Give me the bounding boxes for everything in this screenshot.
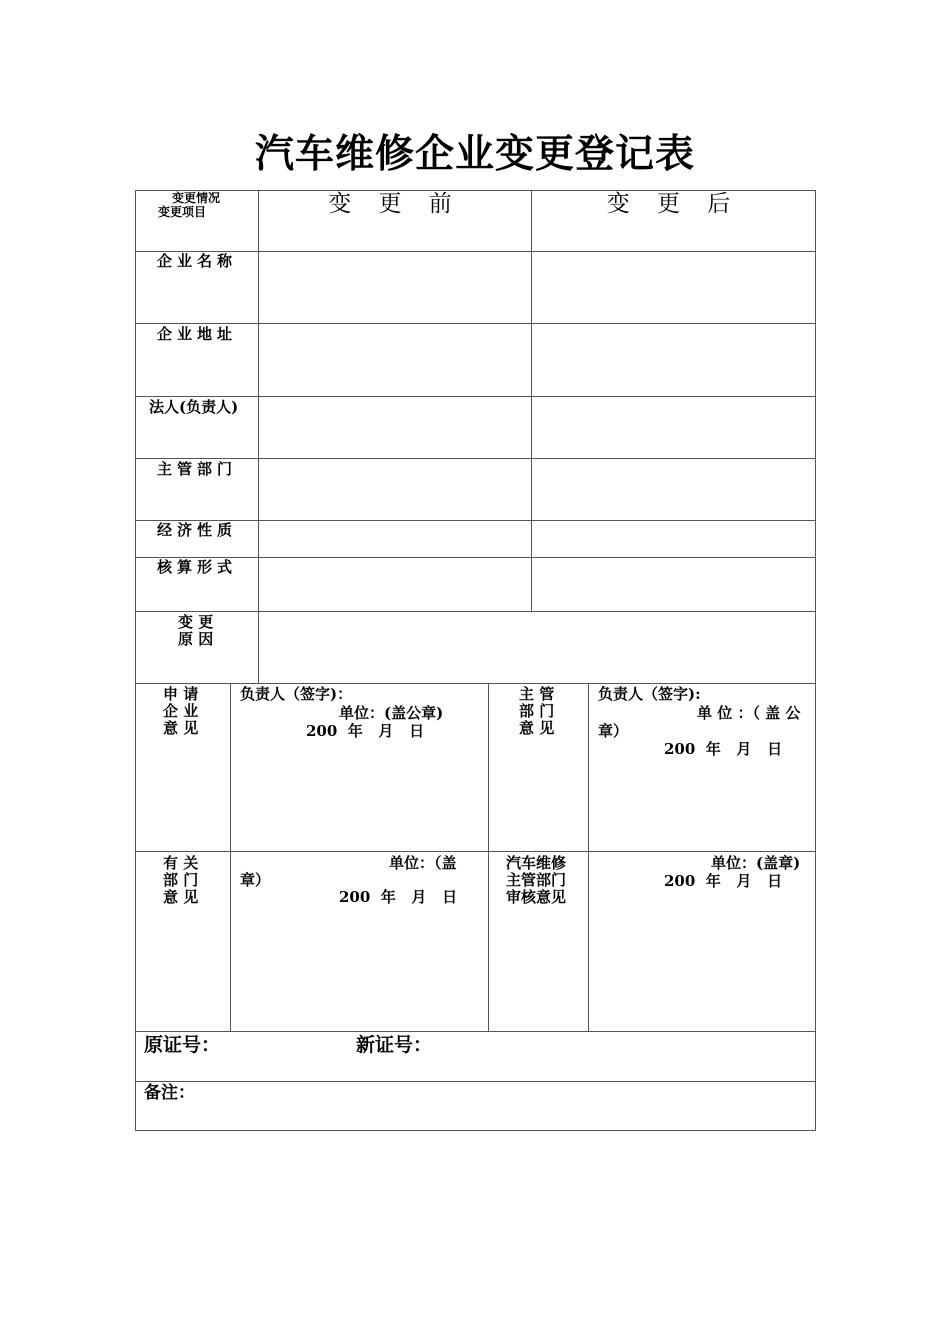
apply-unit-seal: 单位：(盖公章) <box>339 704 444 722</box>
table-border-right <box>815 190 816 1131</box>
table-border-bottom <box>135 1130 816 1131</box>
corner-label-top: 变更情况 <box>172 191 221 205</box>
new-cert-number-label: 新证号： <box>356 1034 433 1056</box>
old-cert-number-label: 原证号： <box>144 1034 221 1056</box>
auto-authority-label-3: 审核意见 <box>506 888 567 906</box>
row-line <box>135 323 816 324</box>
mgmt-opinion-label-2: 部 门 <box>519 702 555 720</box>
column-header-after: 变 更 后 <box>606 191 741 217</box>
auto-authority-unit-seal: 单位：(盖章) <box>711 854 801 872</box>
col-line <box>258 190 259 684</box>
row-line <box>135 396 816 397</box>
row-label-supervising-dept: 主管部门 <box>157 460 238 478</box>
mgmt-signature: 负责人（签字): <box>598 685 701 703</box>
col-line <box>588 683 589 1032</box>
related-unit-seal-cont: 章） <box>240 871 271 889</box>
row-label-legal-person: 法人(负责人) <box>149 398 239 416</box>
related-date: 200 年 月 日 <box>339 888 458 906</box>
related-opinion-label-1: 有 关 <box>163 854 199 872</box>
row-line <box>135 557 816 558</box>
column-header-before: 变 更 前 <box>328 191 462 217</box>
row-line <box>135 1031 816 1032</box>
mgmt-date: 200 年 月 日 <box>664 740 783 758</box>
row-label-enterprise-name: 企业名称 <box>157 252 238 270</box>
apply-opinion-label-2: 企 业 <box>163 702 199 720</box>
mgmt-unit-seal-cont: 章） <box>598 722 629 740</box>
auto-authority-label-1: 汽车维修 <box>506 854 567 872</box>
table-border-left <box>135 190 136 1131</box>
related-opinion-label-3: 意 见 <box>163 888 199 906</box>
row-line <box>135 683 816 684</box>
col-line <box>488 683 489 1032</box>
row-label-accounting-form: 核算形式 <box>157 558 238 576</box>
row-line <box>135 1081 816 1082</box>
related-unit-seal: 单位：（盖 <box>389 854 457 872</box>
apply-opinion-label-1: 申 请 <box>163 685 199 703</box>
row-label-economic-nature: 经济性质 <box>157 521 238 539</box>
row-line <box>135 851 816 852</box>
row-line <box>135 458 816 459</box>
row-line <box>135 611 816 612</box>
auto-authority-label-2: 主管部门 <box>506 871 567 889</box>
corner-label-bottom: 变更项目 <box>158 205 207 219</box>
related-opinion-label-2: 部 门 <box>163 871 199 889</box>
col-line <box>230 683 231 1032</box>
row-label-enterprise-address: 企业地址 <box>157 325 238 343</box>
mgmt-unit-seal: 单 位 ：（ 盖 公 <box>697 704 801 722</box>
col-line <box>531 190 532 612</box>
mgmt-opinion-label-1: 主 管 <box>519 685 555 703</box>
apply-signature: 负责人（签字)： <box>240 685 353 703</box>
row-label-reason-line1: 变 更 <box>178 613 214 631</box>
mgmt-opinion-label-3: 意 见 <box>519 719 555 737</box>
remarks-label: 备注： <box>144 1083 195 1103</box>
row-line <box>135 520 816 521</box>
auto-authority-date: 200 年 月 日 <box>664 872 783 890</box>
apply-opinion-label-3: 意 见 <box>163 719 199 737</box>
form-title: 汽车维修企业变更登记表 <box>254 132 695 177</box>
row-label-reason-line2: 原 因 <box>178 630 214 648</box>
apply-date: 200 年 月 日 <box>306 722 425 740</box>
